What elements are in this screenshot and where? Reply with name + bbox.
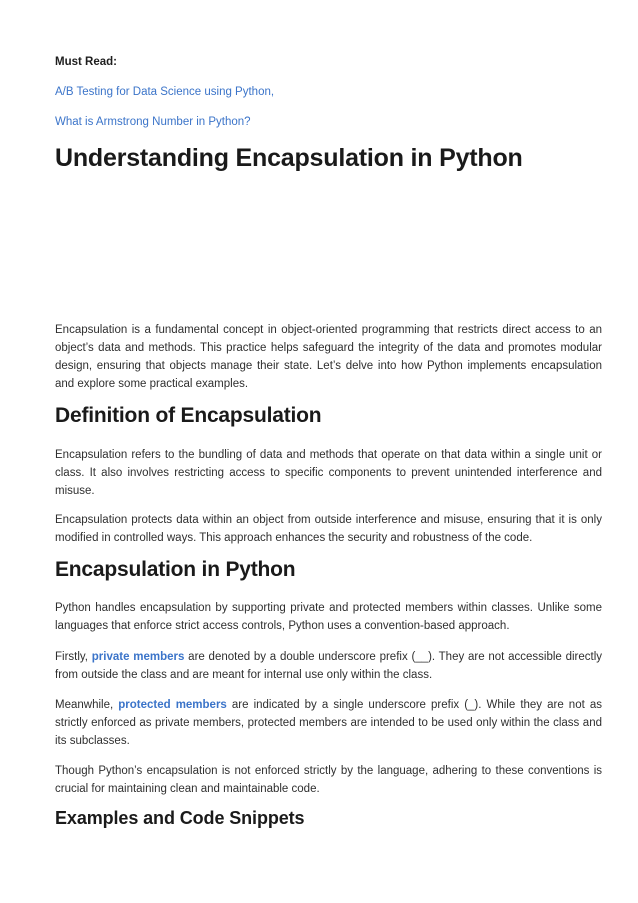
python-encapsulation-body-3 (55, 696, 602, 750)
must-read-link-armstrong[interactable]: What is Armstrong Number in Python? (55, 116, 251, 128)
definition-section (55, 404, 602, 428)
must-read-heading: Must Read: (55, 56, 117, 68)
intro-paragraph: Encapsulation is a fundamental concept in object-oriented programming that restricts direct access to an object’s data and methods. This practice helps safeguard the integrity of the data and promotes modular design, ensuring that objects manage their state. Let’s delve into how Python implements encapsulation and explore some practical examples. (55, 324, 602, 390)
must-read-link-ab-testing[interactable]: A/B Testing for Data Science using Python, (55, 86, 275, 98)
private-members-link[interactable]: private members (91, 651, 185, 663)
examples-section (55, 808, 602, 829)
python-encapsulation-section (55, 558, 602, 582)
definition-body (55, 446, 602, 500)
python-encapsulation-heading: Encapsulation in Python (55, 558, 296, 581)
definition-heading: Definition of Encapsulation (55, 404, 322, 427)
python-encapsulation-paragraph-4: Though Python’s encapsulation is not enforced strictly by the language, adhering to these conventions is crucial for maintaining clean and maintainable code. (55, 765, 602, 795)
definition-body-2 (55, 511, 602, 547)
protected-members-paragraph (55, 696, 602, 750)
private-members-prefix-text: Firstly, (55, 651, 92, 663)
intro-section (55, 321, 602, 393)
python-encapsulation-body-4 (55, 762, 602, 798)
python-encapsulation-paragraph-1: Python handles encapsulation by supporting private and protected members within classes. Unlike some languages that enforce strict access controls, Python uses a convention-based approach. (55, 602, 602, 632)
page-title: Understanding Encapsulation in Python (55, 144, 523, 172)
protected-members-prefix-text: Meanwhile, (55, 699, 119, 711)
examples-heading: Examples and Code Snippets (55, 808, 305, 828)
private-members-suffix-text: are denoted by a double underscore prefix (__). They are not accessible directly from outside the class and are meant for internal use only within the class. (55, 651, 603, 681)
definition-paragraph-1: Encapsulation refers to the bundling of data and methods that operate on that data within a single unit or class. It also involves restricting access to specific components to prevent unintended interference and misuse. (55, 449, 602, 497)
protected-members-link[interactable]: protected members (118, 699, 227, 711)
definition-paragraph-2: Encapsulation protects data within an object from outside interference and misuse, ensuring that it is only modified in controlled ways. This approach enhances the security and robustness of the code. (55, 514, 602, 544)
python-encapsulation-body-2 (55, 648, 602, 684)
python-encapsulation-body-1 (55, 599, 602, 635)
private-members-paragraph (55, 648, 602, 684)
protected-members-suffix-text: are indicated by a single underscore prefix (_). While they are not as strictly enforced as private members, protected members are intended to be used only within the class and its subclasses. (55, 699, 602, 747)
